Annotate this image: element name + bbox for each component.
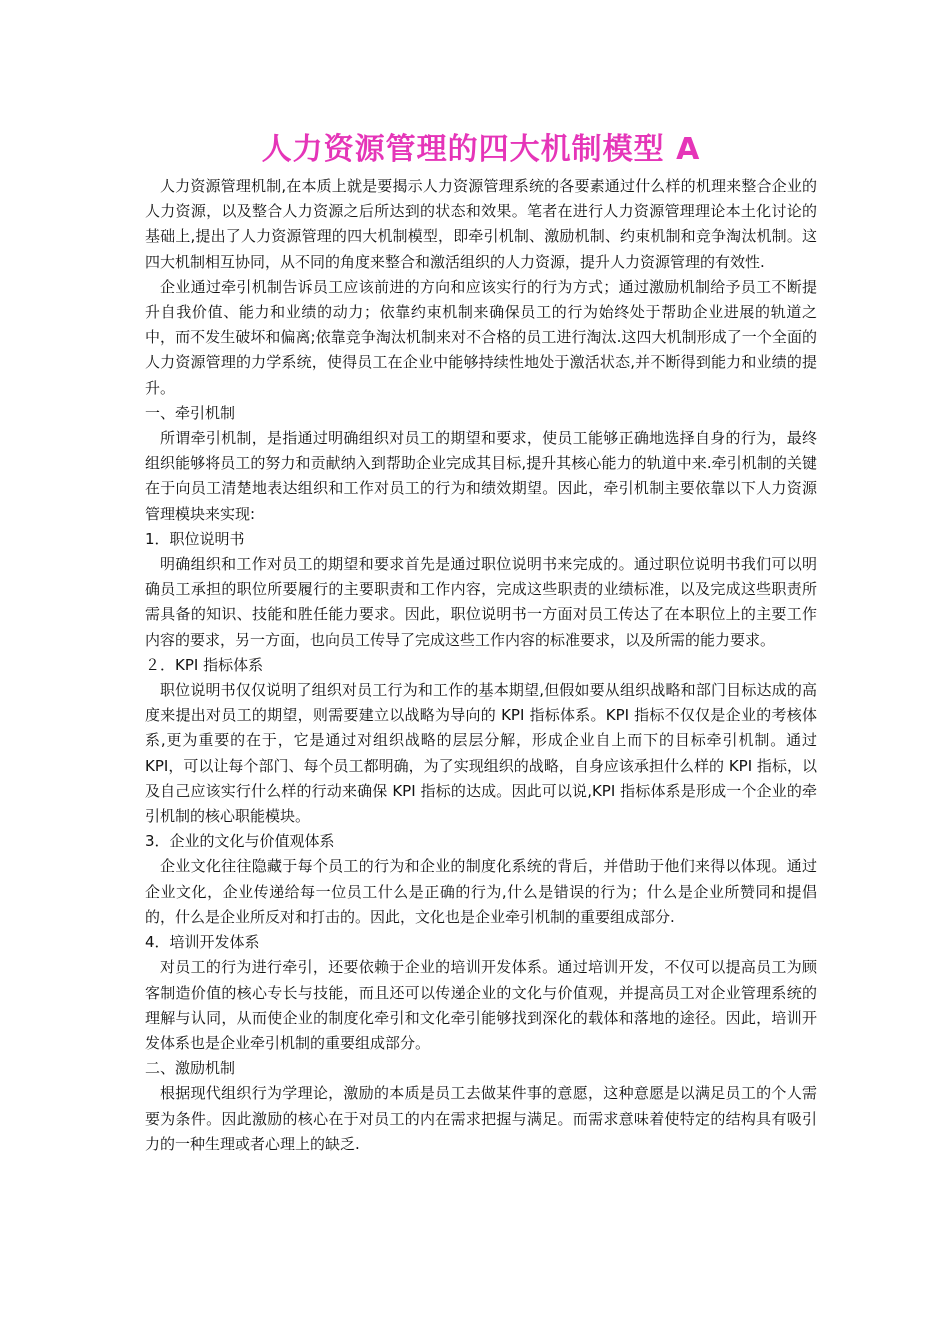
- subheading-kpi: ２．KPI 指标体系: [145, 655, 264, 674]
- paragraph-kpi: 职位说明书仅仅说明了组织对员工行为和工作的基本期望,但假如要从组织战略和部门目标达成的高度来提出对员工的期望，则需要建立以战略为导向的 KPI 指标体系。KPI 指标不仅仅是企业的考核体系,更为重要的在于，它是通过对组织战略的层层分解，形成企业自上而下的目标牵引机制。通过 KPI，可以让每个部门、每个员工都明确，为了实现组织的战略，自身应该承担什么样的 KPI 指标，以及自己应该实行什么样的行动来确保 KPI 指标的达成。因此可以说,KPI 指标体系是形成一个企业的牵引机制的核心职能模块。: [145, 681, 817, 826]
- paragraph-intro: 人力资源管理机制,在本质上就是要揭示人力资源管理系统的各要素通过什么样的机理来整合企业的人力资源，以及整合人力资源之后所达到的状态和效果。笔者在进行人力资源管理理论本土化讨论的基础上,提出了人力资源管理的四大机制模型，即牵引机制、激励机制、约束机制和竞争淘汰机制。这四大机制相互协同，从不同的角度来整合和激活组织的人力资源，提升人力资源管理的有效性.: [145, 177, 817, 271]
- document-page: [145, 128, 817, 1157]
- paragraph-culture: 企业文化往往隐藏于每个员工的行为和企业的制度化系统的背后，并借助于他们来得以体现。通过企业文化，企业传递给每一位员工什么是正确的行为,什么是错误的行为；什么是企业所赞同和提倡的，什么是企业所反对和打击的。因此，文化也是企业牵引机制的重要组成部分.: [145, 857, 817, 926]
- paragraph-training: 对员工的行为进行牵引，还要依赖于企业的培训开发体系。通过培训开发，不仅可以提高员工为顾客制造价值的核心专长与技能，而且还可以传递企业的文化与价值观，并提高员工对企业管理系统的理解与认同，从而使企业的制度化牵引和文化牵引能够找到深化的载体和落地的途径。因此，培训开发体系也是企业牵引机制的重要组成部分。: [145, 958, 817, 1052]
- subheading-job-description: 1．职位说明书: [145, 529, 245, 548]
- section-heading-traction: 一、牵引机制: [145, 403, 236, 422]
- subheading-training: 4．培训开发体系: [145, 933, 260, 952]
- paragraph-overview: 企业通过牵引机制告诉员工应该前进的方向和应该实行的行为方式；通过激励机制给予员工不断提升自我价值、能力和业绩的动力；依靠约束机制来确保员工的行为始终处于帮助企业进展的轨道之中，而不发生破坏和偏离;依靠竞争淘汰机制来对不合格的员工进行淘汰.这四大机制形成了一个全面的人力资源管理的力学系统，使得员工在企业中能够持续性地处于激活状态,并不断得到能力和业绩的提升。: [145, 277, 817, 397]
- section-heading-incentive: 二、激励机制: [145, 1059, 236, 1078]
- subheading-culture: 3．企业的文化与价值观体系: [145, 832, 335, 851]
- document-title: 人力资源管理的四大机制模型 A: [261, 132, 701, 167]
- paragraph-incentive: 根据现代组织行为学理论，激励的本质是员工去做某件事的意愿，这种意愿是以满足员工的个人需要为条件。因此激励的核心在于对员工的内在需求把握与满足。而需求意味着使特定的结构具有吸引力的一种生理或者心理上的缺乏.: [145, 1084, 817, 1153]
- paragraph-traction-definition: 所谓牵引机制，是指通过明确组织对员工的期望和要求，使员工能够正确地选择自身的行为，最终组织能够将员工的努力和贡献纳入到帮助企业完成其目标,提升其核心能力的轨道中来.牵引机制的关键在于向员工清楚地表达组织和工作对员工的行为和绩效期望。因此，牵引机制主要依靠以下人力资源管理模块来实现:: [145, 429, 817, 523]
- paragraph-job-description: 明确组织和工作对员工的期望和要求首先是通过职位说明书来完成的。通过职位说明书我们可以明确员工承担的职位所要履行的主要职责和工作内容，完成这些职责的业绩标准，以及完成这些职责所需具备的知识、技能和胜任能力要求。因此，职位说明书一方面对员工传达了在本职位上的主要工作内容的要求，另一方面，也向员工传导了完成这些工作内容的标准要求，以及所需的能力要求。: [145, 555, 817, 649]
